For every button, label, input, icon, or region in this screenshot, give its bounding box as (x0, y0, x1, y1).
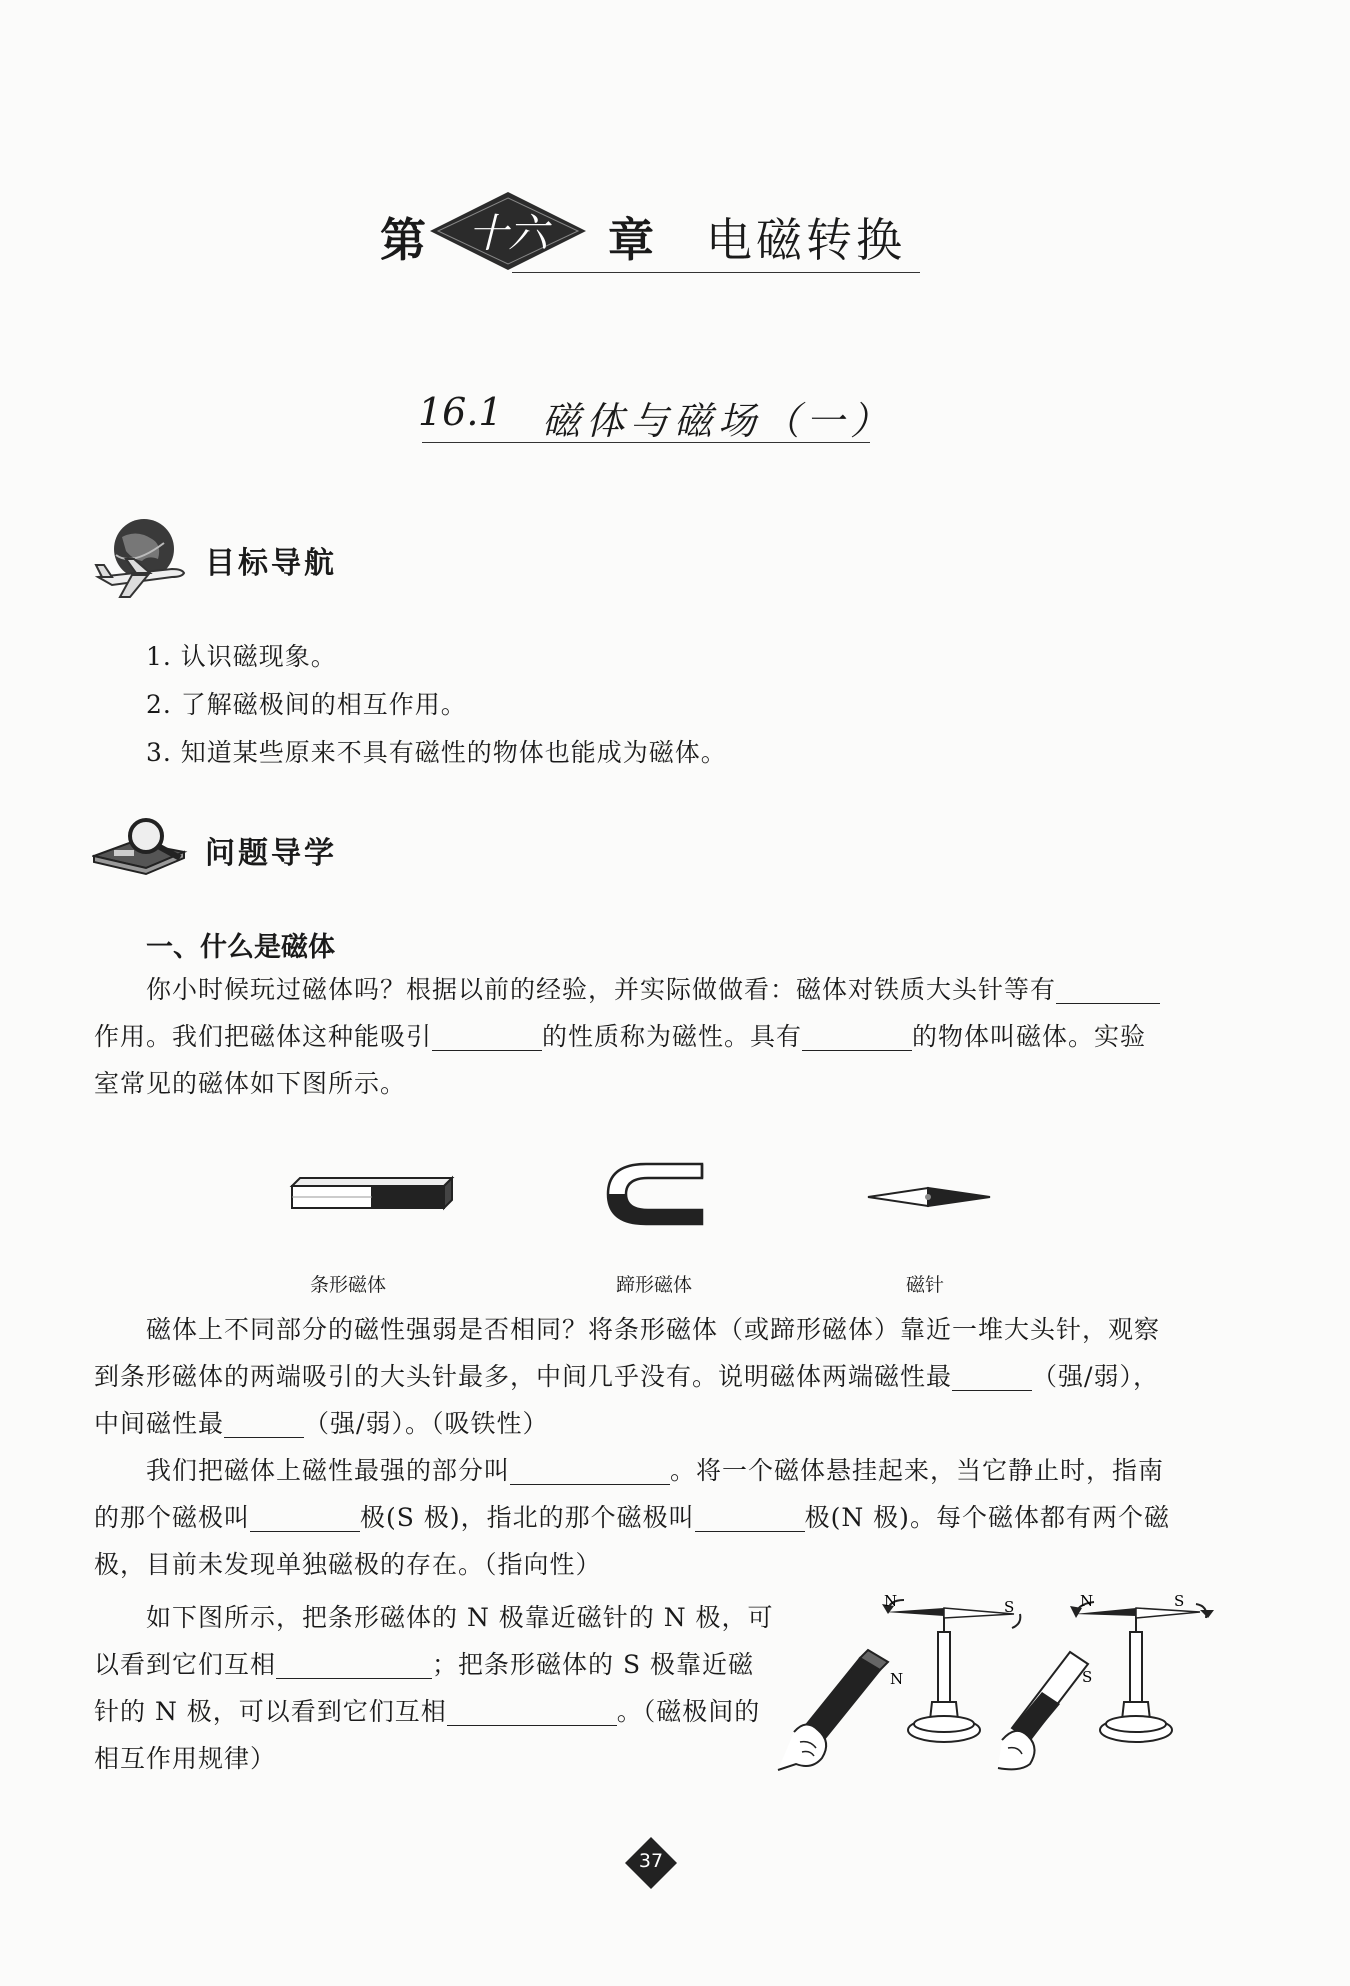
caption-compass-needle: 磁针 (906, 1274, 945, 1296)
paragraph-3 (94, 1447, 1214, 1588)
text-span: 。将一个磁体悬挂起来，当它静止时，指南 (670, 1456, 1165, 1485)
text-span: （强/弱）， (1032, 1362, 1159, 1391)
caption-horseshoe-magnet: 蹄形磁体 (616, 1274, 693, 1296)
goal-item: 2. 了解磁极间的相互作用。 (146, 690, 467, 719)
goal-item: 1. 认识磁现象。 (146, 642, 337, 671)
magnetic-pole-interaction-figure (776, 1592, 1216, 1772)
text-span: 。（磁极间的 (616, 1697, 761, 1726)
text-span: 的物体叫磁体。实验 (912, 1022, 1147, 1051)
text-span: 你小时候玩过磁体吗？根据以前的经验，并实际做做看：磁体对铁质大头针等有 (146, 975, 1057, 1004)
section-underline (422, 442, 870, 443)
chapter-prefix: 第 (380, 213, 426, 267)
fill-blank[interactable] (447, 1697, 617, 1726)
text-span: （强/弱）。（吸铁性） (304, 1409, 549, 1438)
label-left-needle-s: S (1004, 1598, 1015, 1616)
section-number: 16.1 (418, 390, 503, 434)
text-span: 以看到它们互相 (94, 1650, 277, 1679)
text-span: 极(N 极)。每个磁体都有两个磁 (804, 1503, 1170, 1532)
text-span: 作用。我们把磁体这种能吸引 (94, 1022, 433, 1051)
text-span: 相互作用规律） (94, 1744, 277, 1773)
fill-blank[interactable] (1056, 975, 1160, 1004)
goals-heading: 目标导航 (205, 546, 337, 581)
text-span: 的性质称为磁性。具有 (542, 1022, 803, 1051)
text-span: 中间磁性最 (94, 1409, 225, 1438)
text-span: 到条形磁体的两端吸引的大头针最多，中间几乎没有。说明磁体两端磁性最 (94, 1362, 953, 1391)
label-left-needle-n: N (884, 1592, 898, 1610)
chapter-underline (512, 272, 920, 273)
chapter-title: 电磁转换 (706, 213, 906, 267)
horseshoe-magnet-illustration (602, 1158, 712, 1230)
paragraph-1 (94, 966, 1214, 1107)
chapter-number: 十六 (468, 211, 548, 257)
text-span: 极，目前未发现单独磁极的存在。（指向性） (94, 1550, 602, 1579)
magnifier-book-icon (92, 812, 188, 878)
fill-blank[interactable] (276, 1650, 432, 1679)
subsection-heading: 一、什么是磁体 (146, 932, 335, 963)
fill-blank[interactable] (510, 1456, 670, 1485)
text-span: 如下图所示，把条形磁体的 N 极靠近磁针的 N 极，可 (146, 1603, 774, 1632)
text-span: 的那个磁极叫 (94, 1503, 251, 1532)
section-title: 磁体与磁场（一） (542, 399, 895, 443)
compass-needle-illustration (866, 1182, 992, 1212)
paragraph-2 (94, 1306, 1214, 1447)
label-right-magnet-end: S (1082, 1668, 1093, 1686)
text-span: ；把条形磁体的 S 极靠近磁 (432, 1650, 755, 1679)
text-span: 室常见的磁体如下图所示。 (94, 1069, 407, 1098)
goal-item: 3. 知道某些原来不具有磁性的物体也能成为磁体。 (146, 738, 727, 767)
fill-blank[interactable] (695, 1503, 805, 1532)
text-span: 针的 N 极，可以看到它们互相 (94, 1697, 447, 1726)
globe-airplane-icon (92, 515, 188, 607)
page-number: 37 (638, 1850, 664, 1872)
section-header (418, 390, 895, 450)
text-span: 极(S 极)，指北的那个磁极叫 (360, 1503, 695, 1532)
label-left-magnet-end: N (890, 1670, 904, 1688)
fill-blank[interactable] (952, 1362, 1032, 1391)
chapter-header (380, 190, 920, 280)
caption-bar-magnet: 条形磁体 (310, 1274, 387, 1296)
fill-blank[interactable] (802, 1022, 912, 1051)
fill-blank[interactable] (250, 1503, 360, 1532)
text-span: 磁体上不同部分的磁性强弱是否相同？将条形磁体（或蹄形磁体）靠近一堆大头针，观察 (146, 1315, 1161, 1344)
questions-heading: 问题导学 (205, 836, 337, 871)
label-right-needle-s: S (1174, 1592, 1185, 1610)
fill-blank[interactable] (432, 1022, 542, 1051)
fill-blank[interactable] (224, 1409, 304, 1438)
bar-magnet-illustration (288, 1160, 458, 1216)
paragraph-4 (94, 1594, 794, 1782)
chapter-suffix: 章 (608, 213, 654, 267)
text-span: 我们把磁体上磁性最强的部分叫 (146, 1456, 511, 1485)
label-right-needle-n: N (1080, 1592, 1094, 1610)
